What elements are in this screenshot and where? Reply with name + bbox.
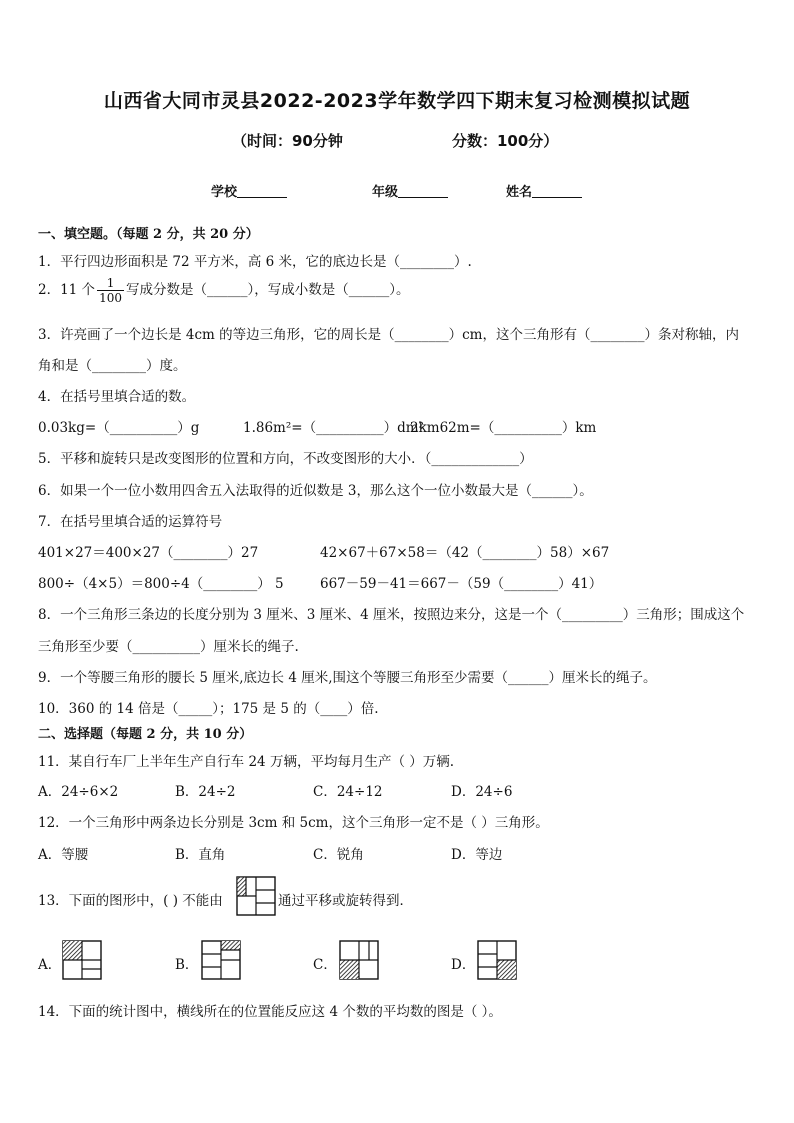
question-11-option-a: A．24÷6×2 bbox=[38, 784, 119, 800]
name-field: 姓名 bbox=[506, 181, 582, 200]
section-2-title: 二、选择题（每题 2 分，共 10 分） bbox=[38, 727, 253, 742]
question-4-part-c: 2km62m=（__________）km bbox=[410, 420, 597, 436]
question-7-part-a: 401×27＝400×27（________）27 bbox=[38, 545, 259, 561]
school-field: 学校 bbox=[211, 181, 287, 200]
question-13-option-b-label: B． bbox=[175, 957, 199, 973]
exam-time: （时间：90分钟 bbox=[232, 132, 343, 150]
question-11-option-d: D．24÷6 bbox=[451, 784, 513, 800]
question-4-part-a: 0.03kg=（__________）g bbox=[38, 420, 200, 436]
question-9: 9．一个等腰三角形的腰长 5 厘米,底边长 4 厘米,围这个等腰三角形至少需要（______）厘米长的绳子。 bbox=[38, 670, 657, 686]
question-12-option-b: B．直角 bbox=[175, 847, 226, 863]
question-2: 2．11 个 $\frac{1}{100}$ 写成分数是（______），写成小数是（______）。 bbox=[38, 276, 410, 305]
section-1-title: 一、填空题。（每题 2 分，共 20 分） bbox=[38, 227, 259, 242]
question-4: 4．在括号里填合适的数。 bbox=[38, 389, 196, 405]
q13-reference-figure bbox=[236, 876, 276, 916]
question-13-option-d-label: D． bbox=[451, 957, 476, 973]
q13-option-a-figure bbox=[62, 940, 102, 980]
question-7-part-d: 667－59－41＝667－（59（________）41） bbox=[320, 576, 603, 592]
q13-option-c-figure bbox=[339, 940, 379, 980]
question-13-option-a-label: A． bbox=[38, 957, 62, 973]
question-14: 14．下面的统计图中，横线所在的位置能反应这 4 个数的平均数的图是（ ）。 bbox=[38, 1004, 502, 1020]
question-3-line-1: 3．许亮画了一个边长是 4cm 的等边三角形，它的周长是（________）cm，这个三角形有（________）条对称轴，内 bbox=[38, 327, 739, 343]
fraction: $\frac{1}{100}$ bbox=[99, 276, 122, 305]
question-13-prefix: 13．下面的图形中，( ) 不能由 bbox=[38, 893, 223, 909]
question-7: 7．在括号里填合适的运算符号 bbox=[38, 514, 223, 530]
exam-score: 分数：100分） bbox=[452, 132, 559, 150]
question-11-option-c: C．24÷12 bbox=[313, 784, 383, 800]
question-11-option-b: B．24÷2 bbox=[175, 784, 236, 800]
page-title: 山西省大同市灵县2022-2023学年数学四下期末复习检测模拟试题 bbox=[103, 90, 691, 112]
question-12-option-c: C．锐角 bbox=[313, 847, 364, 863]
question-7-part-c: 800÷（4×5）＝800÷4（________） 5 bbox=[38, 576, 284, 592]
question-8-line-2: 三角形至少要（__________）厘米长的绳子. bbox=[38, 639, 299, 655]
question-10: 10．360 的 14 倍是（_____）；175 是 5 的（____）倍. bbox=[38, 701, 379, 717]
question-1: 1．平行四边形面积是 72 平方米，高 6 米，它的底边长是（________）. bbox=[38, 254, 472, 270]
question-13-option-c-label: C． bbox=[313, 957, 337, 973]
question-7-part-b: 42×67＋67×58＝（42（________）58）×67 bbox=[320, 545, 610, 561]
question-12-option-a: A．等腰 bbox=[38, 847, 89, 863]
question-12-option-d: D．等边 bbox=[451, 847, 503, 863]
question-12: 12．一个三角形中两条边长分别是 3cm 和 5cm，这个三角形一定不是（ ）三角形。 bbox=[38, 815, 549, 831]
question-3-line-2: 角和是（________）度。 bbox=[38, 358, 187, 374]
question-11: 11．某自行车厂上半年生产自行车 24 万辆，平均每月生产（ ）万辆. bbox=[38, 754, 455, 770]
question-5: 5．平移和旋转只是改变图形的位置和方向，不改变图形的大小．（_____________） bbox=[38, 451, 533, 467]
q13-option-d-figure bbox=[477, 940, 517, 980]
question-6: 6．如果一个一位小数用四舍五入法取得的近似数是 3，那么这个一位小数最大是（______）。 bbox=[38, 483, 593, 499]
question-4-part-b: 1.86m²=（__________）dm² bbox=[243, 420, 424, 436]
question-13-suffix: 通过平移或旋转得到． bbox=[278, 893, 413, 909]
q13-option-b-figure bbox=[201, 940, 241, 980]
question-8-line-1: 8．一个三角形三条边的长度分别为 3 厘米、3 厘米、4 厘米，按照边来分，这是一个（_________）三角形；围成这个 bbox=[38, 607, 745, 623]
grade-field: 年级 bbox=[372, 181, 448, 200]
